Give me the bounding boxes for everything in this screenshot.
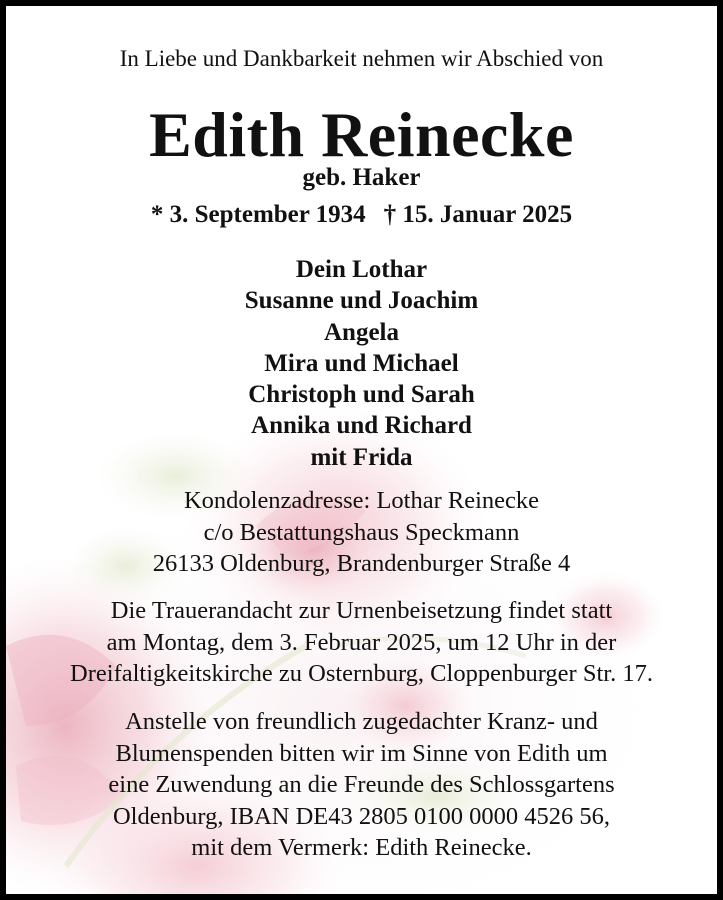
donation-line: eine Zuwendung an die Freunde des Schlossgartens [108,771,615,798]
donation-line: Oldenburg, IBAN DE43 2805 0100 0000 4526 56, [112,802,610,830]
birth-name: geb. Haker [302,164,421,191]
service-line: Dreifaltigkeitskirche zu Osternburg, Cloppenburger Str. 17. [70,660,653,687]
address-line: Kondolenzadresse: Lothar Reinecke [183,487,540,514]
mourner: mit Frida [310,443,413,471]
funeral-service-info [6,595,717,690]
mourners-list [6,254,717,473]
intro-text: In Liebe und Dankbarkeit nehmen wir Abschied von [119,46,604,71]
mourner: Annika und Richard [251,412,472,440]
service-line: Die Trauerandacht zur Urnenbeisetzung findet statt [110,597,613,624]
deceased-name: Edith Reinecke [149,99,574,170]
mourner: Susanne und Joachim [244,287,479,315]
mourner: Angela [324,318,399,346]
condolence-address [6,485,717,580]
donation-line: Blumenspenden bitten wir im Sinne von Edith um [115,739,608,767]
donation-request [6,706,717,864]
donation-line: mit dem Vermerk: Edith Reinecke. [191,834,532,861]
mourner: Mira und Michael [264,349,459,377]
life-dates [6,201,717,229]
service-line: am Montag, dem 3. Februar 2025, um 12 Uhr in der [106,628,617,656]
birth-date: * 3. September 1934 [150,201,366,228]
address-line: c/o Bestattungshaus Speckmann [203,518,520,546]
address-line: 26133 Oldenburg, Brandenburger Straße 4 [152,550,571,577]
mourner: Dein Lothar [295,256,428,283]
donation-line: Anstelle von freundlich zugedachter Kranz- und [125,708,598,735]
mourner: Christoph und Sarah [248,381,475,409]
death-date: † 15. Januar 2025 [383,201,573,228]
